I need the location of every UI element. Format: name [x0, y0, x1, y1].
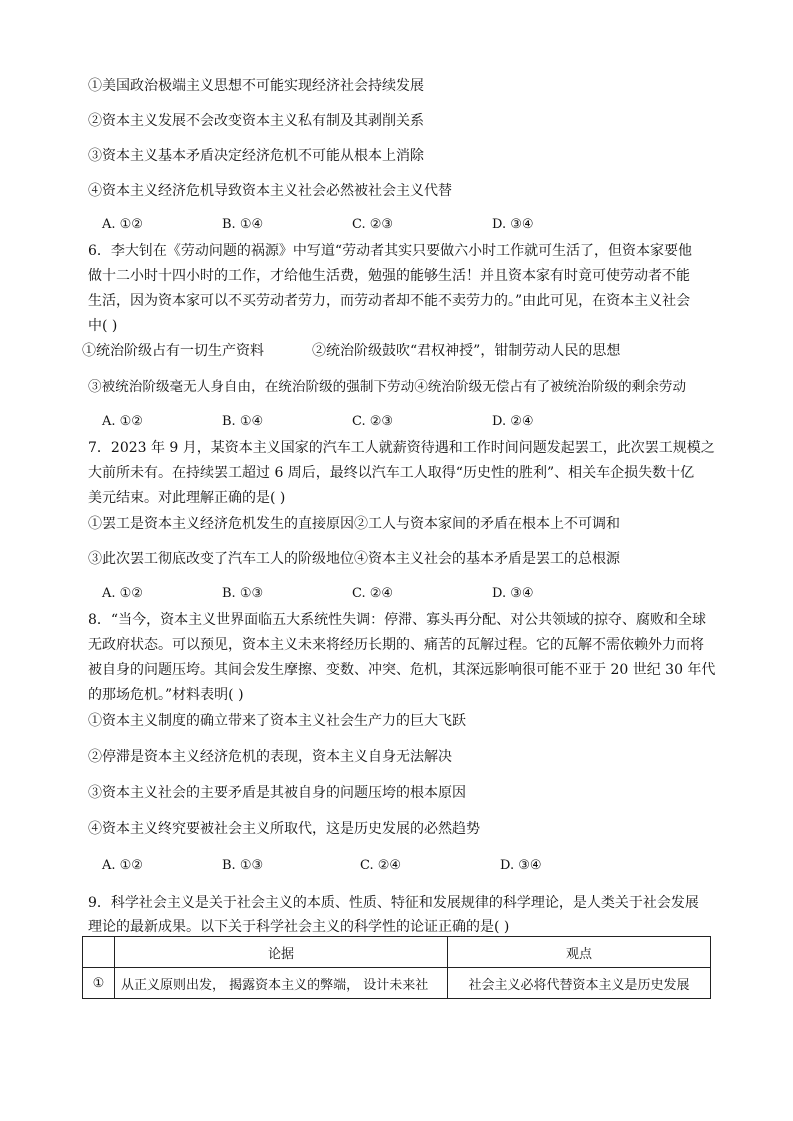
- q7-option-c[interactable]: C. ②④: [352, 586, 394, 601]
- q7-stem-line-1: 7．2023 年 9 月，某资本主义国家的汽车工人就薪资待遇和工作时间问题发起罢工，此次罢工规模之: [88, 440, 715, 456]
- table-cell-index: ①: [83, 968, 115, 999]
- q7-stem-line-2: 大前所未有。在持续罢工超过 6 周后，最终以汽车工人取得“历史性的胜利”、相关车企损失数十亿: [88, 465, 695, 481]
- q8-option-a[interactable]: A. ①②: [102, 858, 143, 873]
- q5-item-3: ③资本主义基本矛盾决定经济危机不可能从根本上消除: [88, 148, 424, 164]
- q8-option-c[interactable]: C. ②④: [360, 858, 402, 873]
- q7-option-b[interactable]: B. ①③: [222, 586, 264, 601]
- q7-items-3-4: ③此次罢工彻底改变了汽车工人的阶级地位④资本主义社会的基本矛盾是罢工的总根源: [88, 551, 620, 567]
- q9-table: [82, 936, 711, 999]
- table-cell-viewpoint: 社会主义必将代替资本主义是历史发展: [448, 968, 711, 999]
- table-header-viewpoint: 观点: [448, 937, 711, 968]
- q5-option-a[interactable]: A. ①②: [102, 217, 143, 232]
- q6-stem-line-3: 生活，因为资本家可以不买劳动者劳力，而劳动者却不能不卖劳力的。”由此可见，在资本主义社会: [88, 293, 691, 309]
- q6-items-3-4: ③被统治阶级毫无人身自由，在统治阶级的强制下劳动④统治阶级无偿占有了被统治阶级的剩余劳动: [88, 379, 687, 395]
- table-header-index: [83, 937, 115, 968]
- q7-items-1-2: ①罢工是资本主义经济危机发生的直接原因②工人与资本家间的矛盾在根本上不可调和: [88, 516, 620, 532]
- q6-item-1: ①统治阶级占有一切生产资料: [82, 343, 264, 359]
- q8-option-d[interactable]: D. ③④: [500, 858, 542, 873]
- q8-item-2: ②停滞是资本主义经济危机的表现，资本主义自身无法解决: [88, 749, 452, 765]
- q5-item-1: ①美国政治极端主义思想不可能实现经济社会持续发展: [88, 78, 424, 94]
- q5-item-2: ②资本主义发展不会改变资本主义私有制及其剥削关系: [88, 113, 424, 129]
- q8-option-b[interactable]: B. ①③: [222, 858, 264, 873]
- q6-stem-line-1: 6．李大钊在《劳动问题的祸源》中写道“劳动者其实只要做六小时工作就可生活了，但资本家要他: [88, 243, 693, 259]
- q6-option-d[interactable]: D. ②④: [492, 414, 534, 429]
- q7-option-d[interactable]: D. ③④: [492, 586, 534, 601]
- q5-item-4: ④资本主义经济危机导致资本主义社会必然被社会主义代替: [88, 183, 452, 199]
- q7-stem-line-3: 美元结束。对此理解正确的是( ): [88, 490, 286, 506]
- q8-item-4: ④资本主义终究要被社会主义所取代，这是历史发展的必然趋势: [88, 821, 480, 837]
- q5-option-b[interactable]: B. ①④: [222, 217, 264, 232]
- q8-stem-line-3: 被自身的问题压垮。其间会发生摩擦、变数、冲突、危机，其深远影响很可能不亚于 20 世纪 30 年代: [88, 662, 716, 678]
- q6-option-a[interactable]: A. ①②: [102, 414, 143, 429]
- q6-stem-line-4: 中( ): [88, 318, 118, 334]
- q8-stem-line-2: 无政府状态。可以预见，资本主义未来将经历长期的、痛苦的瓦解过程。它的瓦解不需依赖外力而将: [88, 637, 704, 653]
- q6-option-b[interactable]: B. ①④: [222, 414, 264, 429]
- table-header-row: [83, 937, 711, 968]
- q5-option-d[interactable]: D. ③④: [492, 217, 534, 232]
- q8-item-1: ①资本主义制度的确立带来了资本主义社会生产力的巨大飞跃: [88, 713, 466, 729]
- q8-stem-line-4: 的那场危机。”材料表明( ): [88, 687, 244, 703]
- table-cell-evidence: 从正义原则出发， 揭露资本主义的弊端， 设计未来社: [115, 968, 448, 999]
- q5-option-c[interactable]: C. ②③: [352, 217, 394, 232]
- q8-item-3: ③资本主义社会的主要矛盾是其被自身的问题压垮的根本原因: [88, 785, 466, 801]
- q6-option-c[interactable]: C. ②③: [352, 414, 394, 429]
- q9-stem-line-2: 理论的最新成果。以下关于科学社会主义的科学性的论证正确的是( ): [88, 919, 510, 935]
- q7-option-a[interactable]: A. ①②: [102, 586, 143, 601]
- q6-item-2: ②统治阶级鼓吹“君权神授”，钳制劳动人民的思想: [312, 343, 621, 359]
- table-header-evidence: 论据: [115, 937, 448, 968]
- q8-stem-line-1: 8．“当今，资本主义世界面临五大系统性失调：停滞、寡头再分配、对公共领域的掠夺、腐败和全球: [88, 612, 707, 628]
- q6-stem-line-2: 做十二小时十四小时的工作，才给他生活费，勉强的能够生活！并且资本家有时竟可使劳动者不能: [88, 268, 690, 284]
- table-row: [83, 968, 711, 999]
- q9-stem-line-1: 9．科学社会主义是关于社会主义的本质、性质、特征和发展规律的科学理论，是人类关于社会发展: [88, 895, 699, 911]
